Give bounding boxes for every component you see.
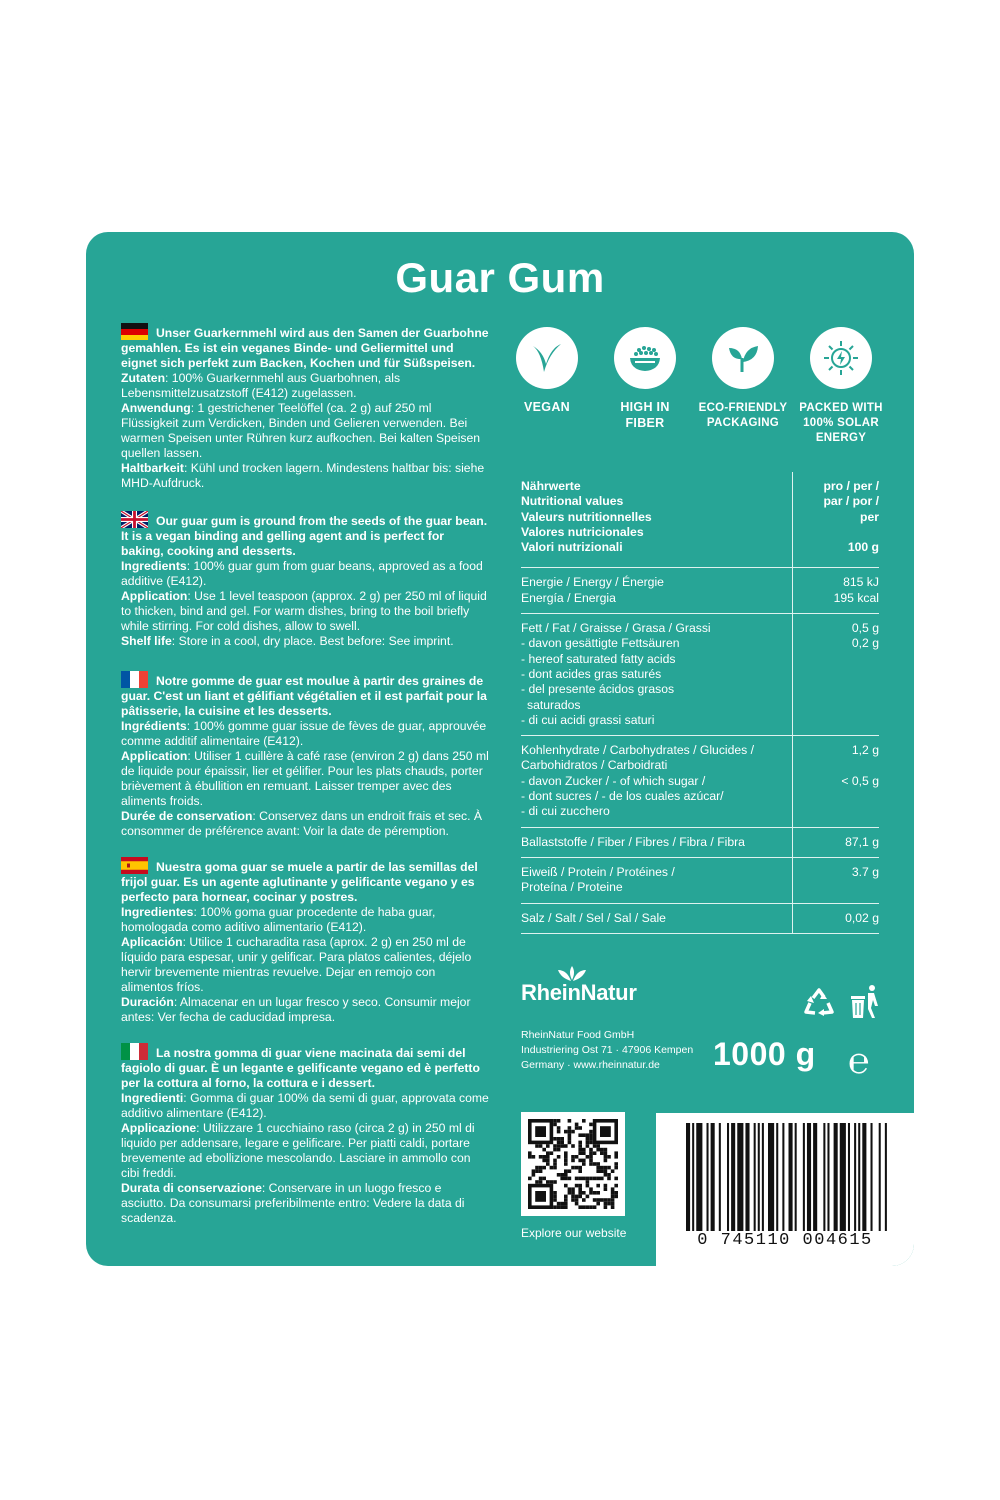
france-flag-icon <box>121 671 148 688</box>
badge-eco-packaging <box>688 327 798 431</box>
nutrition-row-energy: Energie / Energy / Énergie Energía / Energia 815 kJ 195 kcal <box>521 568 879 614</box>
language-block-it <box>121 1043 489 1226</box>
solar-energy-icon <box>810 327 872 389</box>
leaf-v-icon <box>516 327 578 389</box>
application-label: Applicazione <box>121 1121 197 1135</box>
application-text: : 1 gestrichener Teelöffel (ca. 2 g) auf 250 ml Flüssigkeit zum Verdicken, Binden und Gelieren verwenden. Bei warmen Speisen unter Rühren kurz aufkochen. Bei kalten Speisen quellen lassen. <box>121 401 481 460</box>
nutrition-row-fiber: Ballaststoffe / Fiber / Fibres / Fibra / Fibra 87,1 g <box>521 828 879 858</box>
application-label: Aplicación <box>121 935 183 949</box>
nutrition-row-fat: Fett / Fat / Graisse / Grasa / Grassi - davon gesättigte Fettsäuren - hereof saturated fatty acids - dont acides gras saturés - del presente ácidos grasos saturados - di cui acidi grassi saturi 0,5 g 0,2 g <box>521 614 879 736</box>
ingredients-label: Ingredients <box>121 559 187 573</box>
nutrition-row-protein: Eiweiß / Protein / Protéines / Proteína / Proteine 3.7 g <box>521 858 879 904</box>
ingredients-text: : 100% Guarkernmehl aus Guarbohnen, als Lebensmittelzusatzstoff (E412) zugelassen. <box>121 371 401 400</box>
italy-flag-icon <box>121 1043 148 1060</box>
estimated-sign-icon: ℮ <box>848 1041 870 1082</box>
spain-flag-icon <box>121 857 148 874</box>
application-text: : Use 1 level teaspoon (approx. 2 g) per 250 ml of liquid to thicken, bind and gel. For warm dishes, bring to the boil briefly while stirring. For cold dishes, allow to swell. <box>121 589 487 633</box>
application-text: : Utilice 1 cucharadita rasa (aprox. 2 g) en 250 ml de líquido para espesar, unir y gelificar. Para platos calientes, déjelo hervir brevemente mientras revuelve. Dejar en remojo con alimentos fríos. <box>121 935 472 994</box>
shelf-life-text: : Kühl und trocken lagern. Mindestens haltbar bis: siehe MHD-Aufdruck. <box>121 461 485 490</box>
uk-flag-icon <box>121 511 148 528</box>
barcode-number: 0 745110 004615 <box>697 1231 873 1250</box>
application-text: : Utilizzare 1 cucchiaino raso (circa 2 g) in 250 ml di liquido per addensare, legare e gelificare. Per piatti caldi, portare brevemente ad ebollizione mescolando. Lasciare in ammollo con cibi freddi. <box>121 1121 475 1180</box>
shelf-life-label: Duración <box>121 995 174 1009</box>
ingredients-text: : 100% guar gum from guar beans, approved as a food additive (E412). <box>121 559 483 588</box>
nutrition-table <box>521 472 879 934</box>
barcode <box>656 1113 914 1266</box>
intro-text: La nostra gomma di guar viene macinata dai semi del fagiolo di guar. È un legante e gelificante vegano ed è perfetto per la cottura al forno, la cottura e i dessert. <box>121 1046 480 1090</box>
germany-flag-icon <box>121 323 148 340</box>
application-label: Anwendung <box>121 401 191 415</box>
badge-label: HIGH IN FIBER <box>620 400 670 430</box>
language-block-es <box>121 857 489 1025</box>
company-address: RheinNatur Food GmbH Industriering Ost 71 · 47906 Kempen Germany · www.rheinnatur.de <box>521 1029 694 1071</box>
shelf-life-label: Durée de conservation <box>121 809 253 823</box>
shelf-life-text: : Conservez dans un endroit frais et sec. À consommer de préférence avant: Voir la date de péremption. <box>121 809 483 838</box>
ingredients-label: Ingredienti <box>121 1091 184 1105</box>
product-label-panel <box>86 232 914 1266</box>
shelf-life-label: Haltbarkeit <box>121 461 184 475</box>
recycle-icon <box>802 986 836 1020</box>
language-block-de <box>121 323 489 491</box>
ingredients-label: Ingredientes <box>121 905 194 919</box>
application-text: : Utiliser 1 cuillère à café rase (environ 2 g) dans 250 ml de liquide pour épaissir, lier et gélifier. Pour les plats chauds, porter brièvement à ébullition en remuant. Laisser tremper avec des aliments froids. <box>121 749 489 808</box>
product-title: Guar Gum <box>395 254 605 301</box>
shelf-life-text: : Conservare in un luogo fresco e asciutto. Da consumarsi preferibilmente entro: Vedere la data di scadenza. <box>121 1181 465 1225</box>
intro-text: Nuestra goma guar se muele a partir de las semillas del frijol guar. Es un agente aglutinante y gelificante vegano y es perfecto para hornear, cocinar y postres. <box>121 860 478 904</box>
application-label: Application <box>121 589 188 603</box>
qr-caption: Explore our website <box>521 1226 627 1240</box>
badge-vegan <box>492 327 602 415</box>
intro-text: Our guar gum is ground from the seeds of the guar bean. It is a vegan binding and gelling agent and is perfect for baking, cooking and desserts. <box>121 514 488 558</box>
intro-text: Notre gomme de guar est moulue à partir des graines de guar. C'est un liant et gélifiant végétalien et il est parfait pour la pâtisserie, la cuisine et les desserts. <box>121 674 487 718</box>
badge-high-fiber <box>590 327 700 431</box>
badge-label: ECO-FRIENDLY PACKAGING <box>698 402 788 429</box>
nutrition-row-salt: Salz / Salt / Sel / Sal / Sale 0,02 g <box>521 904 879 934</box>
badge-label: VEGAN <box>524 400 570 414</box>
ingredients-text: : 100% goma guar procedente de haba guar, homologada como aditivo alimentario (E412). <box>121 905 436 934</box>
ingredients-text: : 100% gomme guar issue de fèves de guar, approuvée comme additif alimentaire (E412). <box>121 719 487 748</box>
shelf-life-label: Shelf life <box>121 634 172 648</box>
net-weight: 1000 g <box>713 1036 816 1072</box>
shelf-life-text: : Almacenar en un lugar fresco y seco. Consumir mejor antes: Ver fecha de caducidad impresa. <box>121 995 471 1024</box>
badge-solar-energy <box>786 327 896 446</box>
language-block-en <box>121 511 489 649</box>
application-label: Application <box>121 749 188 763</box>
sprout-icon <box>712 327 774 389</box>
ingredients-label: Zutaten <box>121 371 166 385</box>
intro-text: Unser Guarkernmehl wird aus den Samen der Guarbohne gemahlen. Es ist ein veganes Binde- und Geliermittel und eignet sich perfekt zum Backen, Kochen und für Süßspeisen. <box>121 326 489 370</box>
shelf-life-text: : Store in a cool, dry place. Best before: See imprint. <box>171 634 454 648</box>
tidy-man-bin-icon <box>848 984 882 1020</box>
qr-code[interactable] <box>521 1112 625 1216</box>
nutrition-row-carbohydrates: Kohlenhydrate / Carbohydrates / Glucides / Carbohidratos / Carboidrati - davon Zucker / - of which sugar / - dont sucres / - de los cuales azúcar/ - di cui zucchero 1,2 g < 0,5 g <box>521 736 879 827</box>
nutrition-header-row: Nährwerte Nutritional values Valeurs nutritionnelles Valores nutricionales Valori nutrizionali pro / per / par / por / per 100 g <box>521 472 879 568</box>
fiber-bowl-icon <box>614 327 676 389</box>
ingredients-text: : Gomma di guar 100% da semi di guar, approvata come additivo alimentare (E412). <box>121 1091 489 1120</box>
brand-logo: RheinNatur <box>521 980 637 1006</box>
language-block-fr <box>121 671 489 839</box>
shelf-life-label: Durata di conservazione <box>121 1181 262 1195</box>
ingredients-label: Ingrédients <box>121 719 187 733</box>
badge-label: PACKED WITH 100% SOLAR ENERGY <box>799 402 883 444</box>
